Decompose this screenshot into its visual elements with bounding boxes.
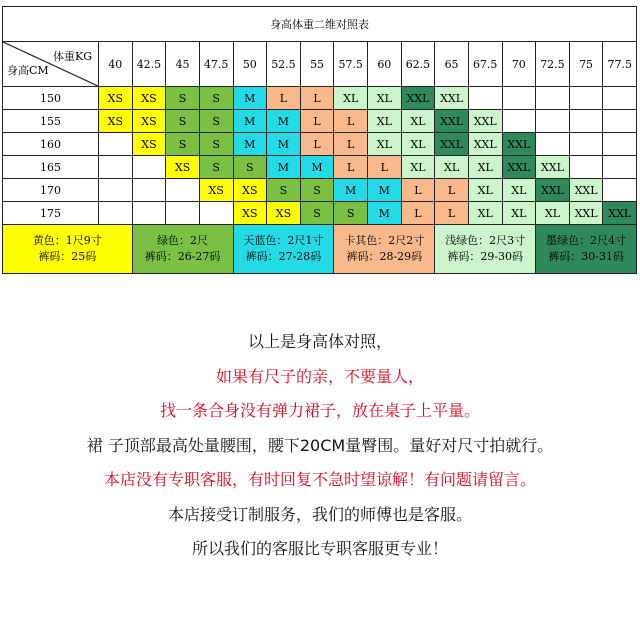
legend-pants-text: 裤码：26-27码	[144, 250, 221, 263]
weight-header-cell: 67.5	[468, 42, 502, 87]
size-cell: L	[435, 202, 469, 225]
size-cell	[99, 156, 133, 179]
size-chart-table	[2, 6, 637, 274]
size-cell	[199, 202, 233, 225]
color-legend-row	[3, 225, 637, 274]
size-cell: L	[334, 133, 368, 156]
size-cell: L	[300, 133, 334, 156]
size-cell: XS	[132, 110, 166, 133]
note-line: 所以我们的客服比专职客服更专业！	[191, 539, 448, 558]
weight-header-cell: 77.5	[603, 42, 637, 87]
height-cell: 160	[3, 133, 99, 156]
size-cell: L	[334, 156, 368, 179]
legend-size-text: 墨绿色：2尺4寸	[546, 234, 627, 247]
weight-header-cell: 60	[368, 42, 402, 87]
size-cell: XXL	[536, 179, 570, 202]
weight-header-cell: 70	[502, 42, 536, 87]
size-row	[3, 156, 637, 179]
size-cell: L	[267, 87, 301, 110]
size-row	[3, 133, 637, 156]
size-cell	[569, 156, 603, 179]
note-line: 如果有尺子的亲，不要量人，	[215, 366, 424, 386]
size-cell	[536, 133, 570, 156]
size-cell: S	[199, 87, 233, 110]
size-cell: XXL	[435, 110, 469, 133]
height-cell: 150	[3, 87, 99, 110]
weight-header-cell: 50	[233, 42, 267, 87]
weight-header-cell: 42.5	[132, 42, 166, 87]
weight-header-cell: 65	[435, 42, 469, 87]
size-cell: XL	[536, 202, 570, 225]
size-cell: M	[233, 133, 267, 156]
header-corner-cell	[3, 42, 99, 87]
size-cell: XXL	[536, 156, 570, 179]
size-cell: XXL	[502, 133, 536, 156]
size-cell: S	[334, 202, 368, 225]
size-cell: L	[300, 87, 334, 110]
size-cell	[468, 87, 502, 110]
legend-size-text: 浅绿色：2尺3寸	[445, 234, 526, 247]
size-cell: S	[300, 179, 334, 202]
size-cell: L	[300, 110, 334, 133]
size-cell: XL	[368, 133, 402, 156]
size-cell: S	[233, 156, 267, 179]
size-cell: S	[166, 133, 200, 156]
size-cell: XS	[233, 202, 267, 225]
legend-cell	[536, 225, 637, 274]
size-cell: XS	[99, 110, 133, 133]
note-line: 本店没有专职客服，有时回复不急时望谅解！有问题请留言。	[103, 470, 536, 489]
size-cell: M	[334, 179, 368, 202]
height-cell: 175	[3, 202, 99, 225]
size-cell	[99, 202, 133, 225]
size-cell	[99, 133, 133, 156]
size-cell: M	[267, 156, 301, 179]
size-cell: S	[199, 110, 233, 133]
size-cell	[569, 133, 603, 156]
size-cell	[502, 110, 536, 133]
size-cell: L	[435, 179, 469, 202]
legend-size-text: 卡其色：2尺2寸	[344, 234, 425, 247]
note-line: 裙 子顶部最高处量腰围，腰下20CM量臀围。量好对尺寸拍就行。	[86, 435, 554, 455]
size-cell: XL	[435, 156, 469, 179]
size-cell: S	[300, 202, 334, 225]
size-row	[3, 179, 637, 202]
size-cell: XXL	[468, 133, 502, 156]
size-cell: XXL	[603, 202, 637, 225]
legend-pants-text: 裤码：25码	[38, 250, 97, 263]
size-cell: XL	[368, 87, 402, 110]
size-cell: XXL	[401, 87, 435, 110]
size-cell: XL	[468, 179, 502, 202]
note-line: 以上是身高体对照，	[247, 332, 392, 351]
size-cell	[536, 110, 570, 133]
size-cell: S	[199, 133, 233, 156]
size-cell: XL	[468, 202, 502, 225]
size-row	[3, 202, 637, 225]
legend-pants-text: 裤码：27-28码	[245, 250, 322, 263]
size-cell	[132, 202, 166, 225]
size-cell: XXL	[569, 179, 603, 202]
size-cell: XL	[401, 133, 435, 156]
weight-header-cell: 45	[166, 42, 200, 87]
weight-header-cell: 72.5	[536, 42, 570, 87]
size-cell	[569, 87, 603, 110]
size-cell	[603, 110, 637, 133]
height-cell: 170	[3, 179, 99, 202]
size-cell	[502, 87, 536, 110]
size-cell	[132, 156, 166, 179]
weight-header-cell: 47.5	[199, 42, 233, 87]
size-cell: XS	[166, 156, 200, 179]
weight-header-cell: 57.5	[334, 42, 368, 87]
size-cell: XS	[233, 179, 267, 202]
legend-size-text: 天蓝色：2尺1寸	[243, 234, 324, 247]
size-cell: XXL	[435, 133, 469, 156]
size-cell: L	[401, 179, 435, 202]
size-cell: XXL	[435, 87, 469, 110]
size-cell: XL	[401, 110, 435, 133]
size-cell: XL	[368, 110, 402, 133]
size-cell: XL	[502, 179, 536, 202]
size-cell: XS	[199, 179, 233, 202]
size-cell: S	[267, 179, 301, 202]
size-cell: M	[368, 202, 402, 225]
size-cell: XS	[132, 133, 166, 156]
size-cell: M	[267, 133, 301, 156]
weight-axis-label: 体重KG	[52, 50, 92, 63]
size-cell: M	[233, 87, 267, 110]
legend-pants-text: 裤码：29-30码	[447, 250, 524, 263]
legend-cell	[435, 225, 536, 274]
size-cell	[166, 202, 200, 225]
legend-size-text: 黄色：1尺9寸	[32, 234, 102, 247]
size-cell: XS	[99, 87, 133, 110]
legend-size-text: 绿色：2尺	[157, 234, 209, 247]
weight-header-cell: 52.5	[267, 42, 301, 87]
size-cell: XL	[334, 87, 368, 110]
size-cell: L	[368, 156, 402, 179]
size-cell: XL	[468, 156, 502, 179]
legend-cell	[233, 225, 334, 274]
weight-header-cell: 55	[300, 42, 334, 87]
legend-pants-text: 裤码：30-31码	[548, 250, 624, 263]
size-cell: XL	[401, 156, 435, 179]
size-cell: M	[300, 156, 334, 179]
size-cell	[603, 87, 637, 110]
note-line: 找一条合身没有弹力裙子，放在桌子上平量。	[159, 401, 480, 420]
size-row	[3, 110, 637, 133]
size-cell	[166, 179, 200, 202]
size-cell: S	[166, 110, 200, 133]
height-cell: 165	[3, 156, 99, 179]
size-cell: S	[199, 156, 233, 179]
size-cell: XXL	[569, 202, 603, 225]
chart-title: 身高体重二维对照表	[3, 7, 637, 42]
note-line: 本店接受订制服务，我们的师傅也是客服。	[167, 504, 472, 524]
legend-cell	[334, 225, 435, 274]
size-cell	[603, 133, 637, 156]
size-cell: M	[267, 110, 301, 133]
legend-pants-text: 裤码：28-29码	[346, 250, 423, 263]
legend-cell	[3, 225, 133, 274]
weight-header-cell: 62.5	[401, 42, 435, 87]
size-cell	[603, 156, 637, 179]
size-cell	[569, 110, 603, 133]
size-cell	[132, 179, 166, 202]
weight-header-cell: 40	[99, 42, 133, 87]
size-cell	[603, 179, 637, 202]
size-cell: M	[368, 179, 402, 202]
size-cell: XL	[502, 202, 536, 225]
size-cell: XS	[132, 87, 166, 110]
size-cell: XS	[267, 202, 301, 225]
size-cell	[536, 87, 570, 110]
height-cell: 155	[3, 110, 99, 133]
size-cell: M	[233, 110, 267, 133]
size-cell	[99, 179, 133, 202]
size-cell: XXL	[502, 156, 536, 179]
height-axis-label: 身高CM	[7, 64, 49, 77]
size-cell: S	[166, 87, 200, 110]
size-row	[3, 87, 637, 110]
weight-header-row	[3, 42, 637, 87]
size-cell: L	[401, 202, 435, 225]
size-cell: XXL	[468, 110, 502, 133]
weight-header-cell: 75	[569, 42, 603, 87]
legend-cell	[132, 225, 233, 274]
size-notes	[0, 325, 640, 567]
size-cell: L	[334, 110, 368, 133]
